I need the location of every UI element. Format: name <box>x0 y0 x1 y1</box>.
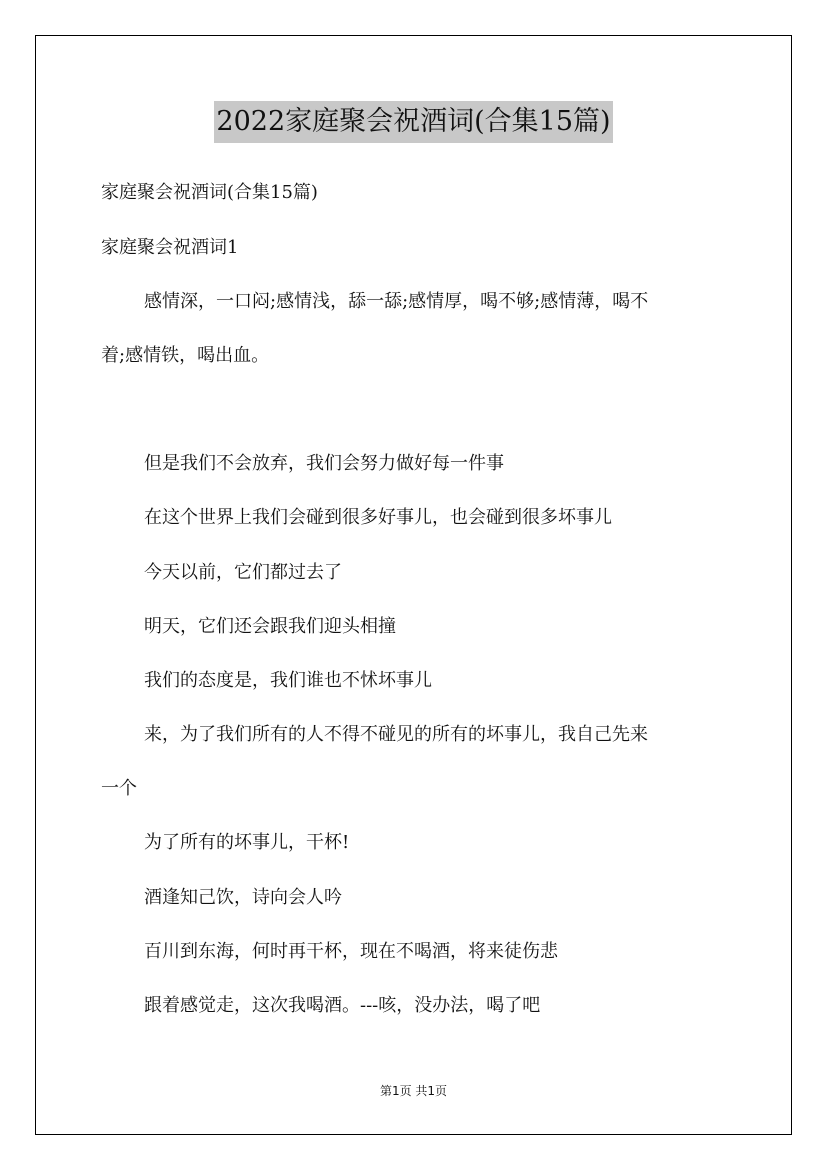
page-footer: 第1页 共1页 <box>379 1084 448 1098</box>
body-line-1: 但是我们不会放弃，我们会努力做好每一件事 <box>144 453 504 474</box>
body-line-10: 百川到东海，何时再干杯，现在不喝酒，将来徒伤悲 <box>144 941 558 962</box>
paragraph-line-2: 着;感情铁，喝出血。 <box>101 345 270 366</box>
body-line-11: 跟着感觉走，这次我喝酒。---咳，没办法，喝了吧 <box>144 995 541 1016</box>
body-line-7: 一个 <box>101 778 137 799</box>
document-title: 2022家庭聚会祝酒词(合集15篇) <box>214 101 612 143</box>
body-line-8: 为了所有的坏事儿，干杯! <box>144 832 350 853</box>
body-line-4: 明天，它们还会跟我们迎头相撞 <box>144 616 396 637</box>
document-subtitle: 家庭聚会祝酒词(合集15篇) <box>101 182 318 203</box>
body-line-9: 酒逢知己饮，诗向会人吟 <box>144 887 342 908</box>
body-line-5: 我们的态度是，我们谁也不怵坏事儿 <box>144 670 432 691</box>
section-heading: 家庭聚会祝酒词1 <box>101 237 239 258</box>
body-line-2: 在这个世界上我们会碰到很多好事儿，也会碰到很多坏事儿 <box>144 507 612 528</box>
paragraph-line-1: 感情深，一口闷;感情浅，舔一舔;感情厚，喝不够;感情薄，喝不 <box>144 291 649 312</box>
body-line-3: 今天以前，它们都过去了 <box>144 562 342 583</box>
title-container <box>0 101 827 143</box>
body-line-6: 来，为了我们所有的人不得不碰见的所有的坏事儿，我自己先来 <box>144 724 648 745</box>
